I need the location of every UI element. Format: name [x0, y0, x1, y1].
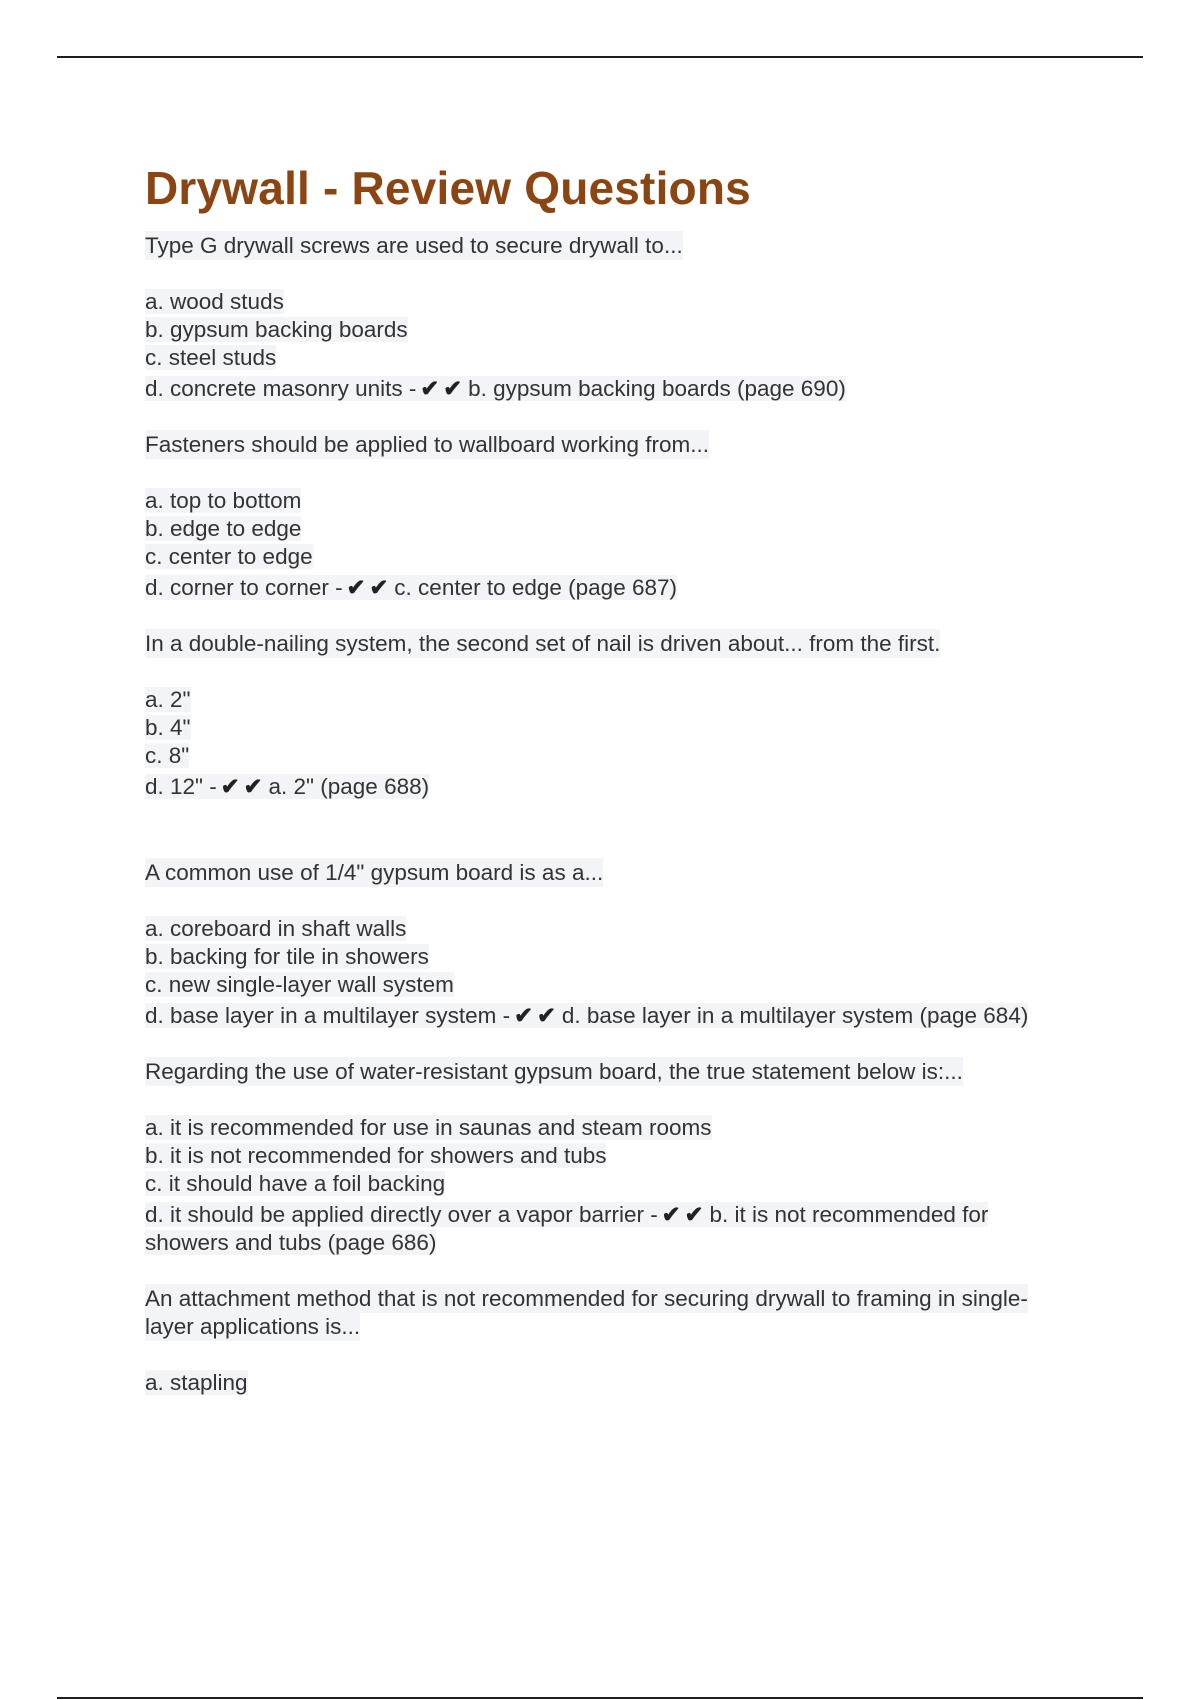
document-body [145, 160, 1075, 1425]
answer-text: b. gypsum backing boards (page 690) [468, 376, 846, 401]
option-list [145, 288, 1075, 403]
option-b: b. gypsum backing boards [145, 317, 408, 342]
double-check-icon: ✔✔ [514, 1003, 560, 1028]
question-prompt: In a double-nailing system, the second set of nail is driven about... from the first. [145, 631, 941, 656]
answer-text: a. 2" (page 688) [268, 774, 430, 799]
option-d-with-answer: d. base layer in a multilayer system - ✔✔d. base layer in a multilayer system (page 684) [145, 1003, 1029, 1028]
question-prompt: A common use of 1/4" gypsum board is as a... [145, 860, 604, 885]
option-a: a. coreboard in shaft walls [145, 916, 407, 941]
page-title: Drywall - Review Questions [145, 162, 751, 214]
option-a: a. wood studs [145, 289, 284, 314]
option-c: c. it should have a foil backing [145, 1171, 446, 1196]
top-rule [57, 56, 1143, 58]
double-check-icon: ✔✔ [220, 774, 267, 799]
double-check-icon: ✔✔ [420, 376, 467, 401]
bottom-rule [57, 1697, 1143, 1699]
option-list [145, 1114, 1075, 1257]
question-block-6 [145, 1285, 1075, 1397]
option-c: c. steel studs [145, 345, 277, 370]
option-d-with-answer: d. it should be applied directly over a vapor barrier - ✔✔b. it is not recommended for showers and tubs (page 686) [145, 1202, 989, 1255]
option-list [145, 915, 1075, 1030]
question-prompt: Fasteners should be applied to wallboard working from... [145, 432, 710, 457]
question-prompt: Regarding the use of water-resistant gypsum board, the true statement below is:... [145, 1059, 963, 1084]
option-b: b. it is not recommended for showers and tubs [145, 1143, 607, 1168]
option-list [145, 487, 1075, 602]
question-prompt: Type G drywall screws are used to secure drywall to... [145, 233, 683, 258]
option-b: b. backing for tile in showers [145, 944, 429, 969]
question-block-2 [145, 431, 1075, 602]
option-b: b. 4" [145, 715, 191, 740]
question-prompt: An attachment method that is not recommended for securing drywall to framing in single-layer applications is... [145, 1286, 1028, 1339]
option-a: a. stapling [145, 1370, 248, 1395]
option-c: c. 8" [145, 743, 190, 768]
option-d-with-answer: d. 12" - ✔✔a. 2" (page 688) [145, 774, 430, 799]
option-b: b. edge to edge [145, 516, 302, 541]
question-block-3 [145, 630, 1075, 801]
option-a: a. 2" [145, 687, 191, 712]
double-check-icon: ✔✔ [346, 575, 393, 600]
question-block-4 [145, 859, 1075, 1030]
answer-text: d. base layer in a multilayer system (page 684) [561, 1003, 1029, 1028]
question-block-5 [145, 1058, 1075, 1257]
question-block-1 [145, 232, 1075, 403]
double-check-icon: ✔✔ [661, 1202, 708, 1227]
option-a: a. top to bottom [145, 488, 302, 513]
option-a: a. it is recommended for use in saunas and steam rooms [145, 1115, 712, 1140]
option-d-with-answer: d. concrete masonry units - ✔✔b. gypsum backing boards (page 690) [145, 376, 846, 401]
option-list [145, 1369, 1075, 1397]
option-c: c. center to edge [145, 544, 313, 569]
option-c: c. new single-layer wall system [145, 972, 454, 997]
answer-text: b. it is not recommended for showers and tubs (page 686) [145, 1202, 989, 1255]
option-d-with-answer: d. corner to corner - ✔✔c. center to edge (page 687) [145, 575, 677, 600]
answer-text: c. center to edge (page 687) [394, 575, 677, 600]
option-list [145, 686, 1075, 801]
